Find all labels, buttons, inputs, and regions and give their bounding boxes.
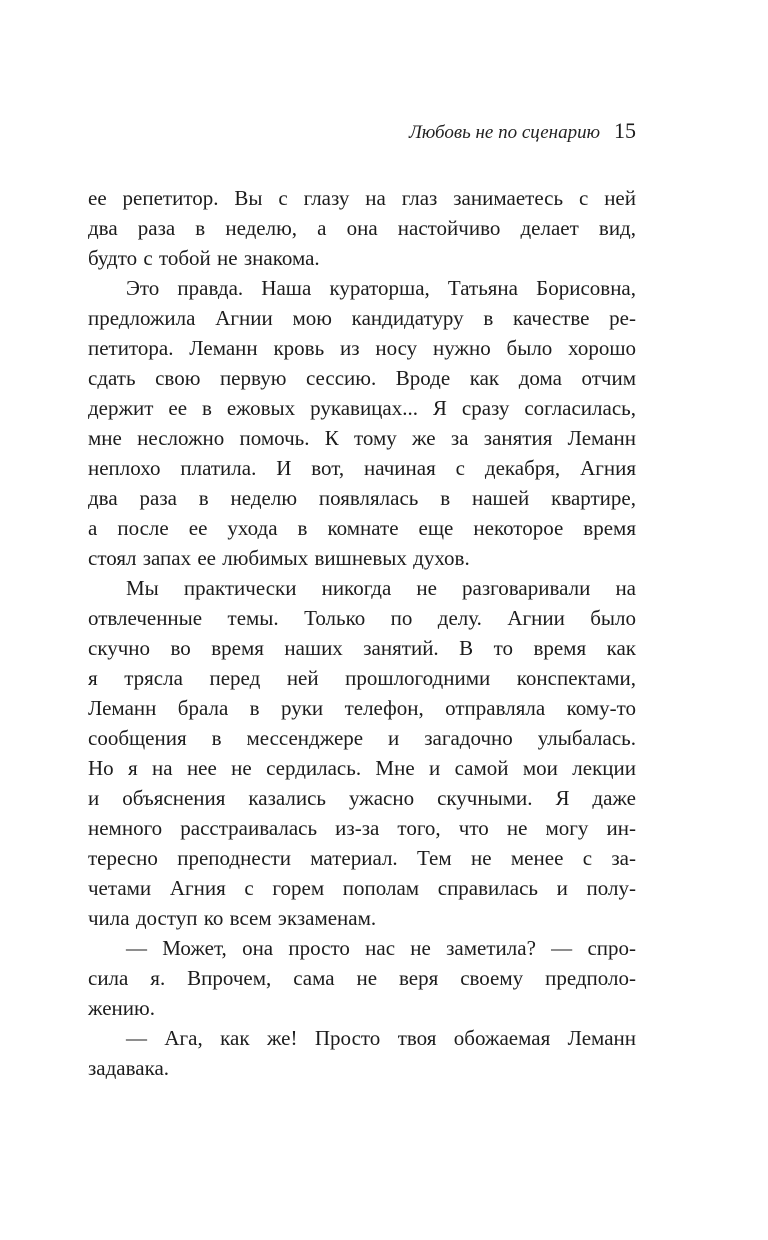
text-line: четами Агния с горем пополам справилась и полу- (88, 876, 636, 900)
page-body (88, 183, 636, 1083)
text-line: держит ее в ежовых рукавицах... Я сразу согласилась, (88, 396, 636, 420)
text-line: Это правда. Наша кураторша, Татьяна Борисовна, (126, 276, 636, 300)
text-line: задавака. (88, 1056, 170, 1080)
text-line: а после ее ухода в комнате еще некоторое время (88, 516, 636, 540)
text-line: стоял запах ее любимых вишневых духов. (88, 546, 470, 570)
running-title: Любовь не по сценарию (409, 122, 600, 143)
page-header (88, 118, 636, 144)
text-line: будто с тобой не знакома. (88, 246, 320, 270)
text-line: сообщения в мессенджере и загадочно улыбалась. (88, 726, 636, 750)
text-line: мне несложно помочь. К тому же за занятия Леманн (88, 426, 636, 450)
text-line: жению. (88, 996, 155, 1020)
text-line: предложила Агнии мою кандидатуру в качестве ре- (88, 306, 636, 330)
text-line: — Ага, как же! Просто твоя обожаемая Леманн (126, 1026, 636, 1050)
text-line: ее репетитор. Вы с глазу на глаз занимаетесь с ней (88, 186, 636, 210)
text-line: чила доступ ко всем экзаменам. (88, 906, 377, 930)
text-line: отвлеченные темы. Только по делу. Агнии было (88, 606, 636, 630)
text-line: скучно во время наших занятий. В то время как (88, 636, 636, 660)
text-line: Леманн брала в руки телефон, отправляла кому-то (88, 696, 636, 720)
text-line: два раза в неделю, а она настойчиво делает вид, (88, 216, 636, 240)
text-line: сила я. Впрочем, сама не веря своему предполо- (88, 966, 636, 990)
text-line: Но я на нее не сердилась. Мне и самой мои лекции (88, 756, 636, 780)
text-line: петитора. Леманн кровь из носу нужно было хорошо (88, 336, 636, 360)
text-line: немного расстраивалась из-за того, что не могу ин- (88, 816, 636, 840)
text-line: и объяснения казались ужасно скучными. Я даже (88, 786, 636, 810)
text-line: два раза в неделю появлялась в нашей квартире, (88, 486, 636, 510)
page-number: 15 (614, 118, 636, 143)
text-line: Мы практически никогда не разговаривали на (126, 576, 636, 600)
text-line: тересно преподнести материал. Тем не менее с за- (88, 846, 636, 870)
text-line: сдать свою первую сессию. Вроде как дома отчим (88, 366, 636, 390)
text-line: — Может, она просто нас не заметила? — спро- (126, 936, 636, 960)
text-line: я трясла перед ней прошлогодними конспектами, (88, 666, 636, 690)
text-line: неплохо платила. И вот, начиная с декабря, Агния (88, 456, 636, 480)
